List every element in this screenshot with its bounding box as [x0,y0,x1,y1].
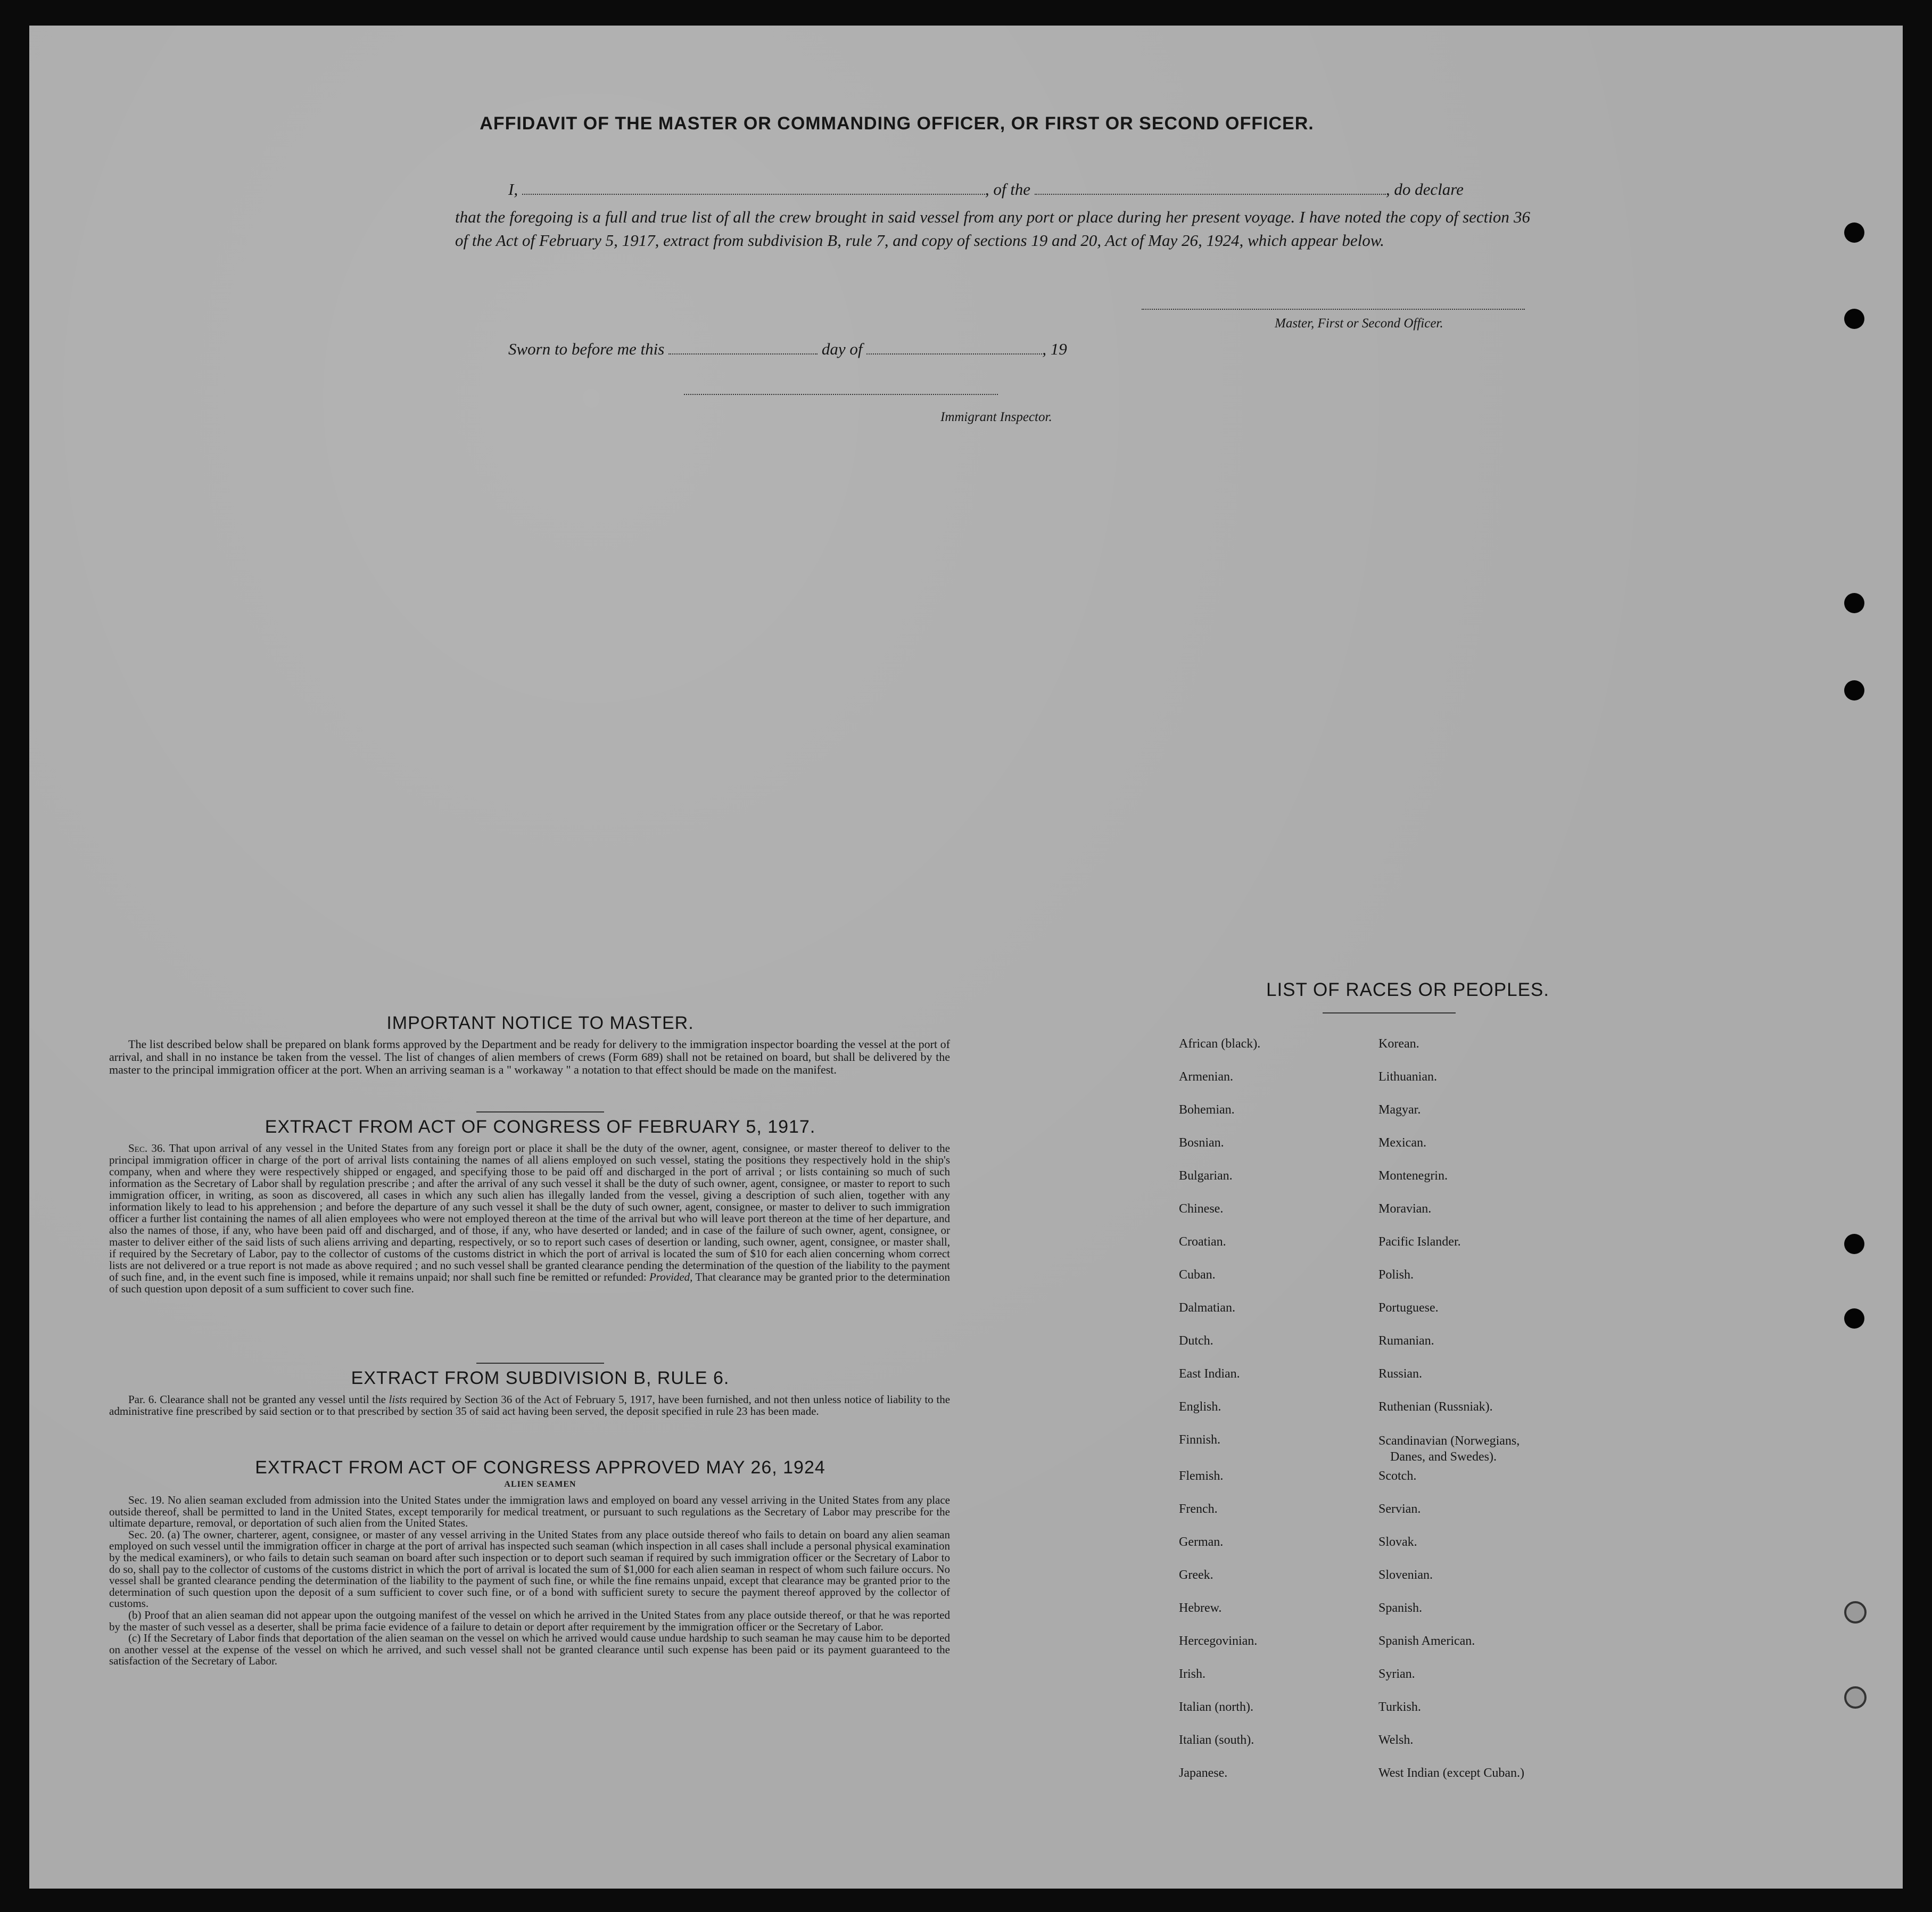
race-item: Cuban. [1179,1268,1216,1282]
punch-hole [1844,1234,1864,1254]
race-item: Bohemian. [1179,1103,1235,1117]
race-item: Dalmatian. [1179,1301,1235,1315]
divider [476,1111,604,1112]
punch-hole [1844,309,1864,329]
sworn-day-label: day of [821,340,863,358]
race-item: Bosnian. [1179,1136,1224,1150]
affidavit-title: AFFIDAVIT OF THE MASTER OR COMMANDING OFFICER, OR FIRST OR SECOND OFFICER. [480,113,1314,134]
rule6-lists-word: lists [389,1393,407,1406]
sec-20b-text: (b) Proof that an alien seaman did not appear upon the outgoing manifest of the vessel on which he arrived in the United States from any place outside thereof, or that he was reported by the master of such vessel as a deserter, shall be prima facie evidence of a failure to detain or deport after requirement by the immigration officer or the Secretary of Labor. [109,1608,950,1633]
race-item: Magyar. [1378,1103,1421,1117]
race-item: French. [1179,1502,1218,1516]
sec-36-text-end: That clearance may be granted prior to the determination of such question upon deposit of a sum sufficient to cover such fine. [109,1271,950,1295]
race-item: Moravian. [1378,1202,1432,1216]
race-item: Flemish. [1179,1469,1224,1483]
race-item: English. [1179,1400,1221,1414]
races-right-column [1378,1037,1655,1825]
race-item: Korean. [1378,1037,1419,1051]
race-item: Montenegrin. [1378,1169,1448,1183]
punch-hole [1844,593,1864,613]
race-item: Rumanian. [1378,1334,1434,1348]
affidavit-declaration-line [508,180,1551,199]
extract-1924-subtitle: ALIEN SEAMEN [504,1480,576,1489]
sec-19-text: Sec. 19. No alien seaman excluded from admission into the United States under the immigration laws and employed on board any vessel arriving in the United States from any place outside thereof, shall be permitted to land in the United States, except temporarily for medical treatment, or pursuant to such regulations as the Secretary of Labor may prescribe for the ultimate departure, removal, or deportation of such alien from the United States. [109,1494,950,1530]
race-item: Greek. [1179,1568,1213,1582]
notice-body [109,1038,950,1076]
race-item: Japanese. [1179,1766,1228,1780]
race-item: Syrian. [1378,1667,1415,1681]
affidavit-body: that the foregoing is a full and true list of all the crew brought in said vessel from any port or place during her present voyage. I have noted the copy of section 36 of the Act of February 5, 1917, extract from subdivision B, rule 7, and copy of sections 19 and 20, Act of May 26, 1924, which appear below. [455,208,1530,250]
bleed-through-text [322,89,329,118]
race-item: Bulgarian. [1179,1169,1233,1183]
provided-word: Provided, [649,1271,693,1283]
affidavit-of-the: , of the [985,180,1031,199]
extract-1924-title: EXTRACT FROM ACT OF CONGRESS APPROVED MAY 26, 1924 [255,1457,825,1478]
sec-36-text: That upon arrival of any vessel in the United States from any foreign port or place it shall be the duty of the owner, agent, consignee, or master thereof to deliver to the principal immigration officer in charge of the port of arrival lists containing the names of all aliens employed on such vessel, stating the positions they respectively hold in the ship's company, when and where they were respectively shipped or engaged, and specifying those to be paid off and discharged in the port of arrival ; or lists containing so much of such information as the Secretary of Labor shall by regulation prescribe ; and after the arrival of any such vessel it shall be the duty of such owner, agent, consignee, or master to report to such immigration officer, in writing, as soon as discovered, all cases in which any such alien has illegally landed from the vessel, giving a description of such alien, together with any information likely to lead to his apprehension ; and before the departure of any such vessel it shall be the duty of such owner, agent, consignee, or master to deliver to such immigration officer a further list containing the names of all alien employees who were not employed thereon at the time of the arrival but who will leave port thereon at the time of her departure, and also the names of those, if any, who have been paid off and discharged, and of those, if any, who have deserted or landed; and in case of the failure of such owner, agent, consignee, or master to deliver either of the said lists of such aliens arriving and departing, respectively, or so to report such cases of desertion or landing, such owner, agent, consignee, or master shall, if required by the Secretary of Labor, pay to the collector of customs of the customs district in which the port of arrival is located the sum of $10 for each alien concerning whom correct lists are not delivered or a true report is not made as above required ; and no such vessel shall be granted clearance pending the determination of the question of the liability to the payment of such fine, and, in the event such fine is imposed, while it remains unpaid; nor shall such fine be remitted or refunded: [109,1142,950,1283]
affidavit-declare: , do declare [1385,180,1464,199]
race-item: Turkish. [1378,1700,1421,1714]
signature-label: Master, First or Second Officer. [1275,316,1443,331]
notice-title: IMPORTANT NOTICE TO MASTER. [386,1013,694,1033]
vessel-name-field[interactable] [1035,193,1386,195]
race-item: Slovenian. [1378,1568,1433,1582]
race-item: Italian (south). [1179,1733,1254,1747]
sec-20a-text: Sec. 20. (a) The owner, charterer, agent, consignee, or master of any vessel arriving in the United States from any place outside thereof who fails to detain on board any alien seaman employed on such vessel until the immigration officer in charge at the port of arrival has inspected such seaman (which inspection in all cases shall include a personal physical examination by the medical examiners), or who fails to detain such seaman on board after such inspection or to deport such seaman if required by such immigration officer or the Secretary of Labor to do so, shall pay to the collector of customs of the customs district in which the port of arrival is located the sum of $1,000 for each alien seaman in respect of whom such failure occurs. No vessel shall be granted clearance pending the determination of the liability to the payment of such fine, or while the fine remains unpaid, except that clearance may be granted prior to the determination of such question upon the deposit of a sum sufficient to cover such fine, or of a bond with sufficient surety to secure the payment thereof approved by the collector of customs. [109,1528,950,1610]
race-item: Portuguese. [1378,1301,1439,1315]
sworn-month-field[interactable] [866,353,1042,355]
race-item: Hercegovinian. [1179,1634,1258,1648]
race-item: Pacific Islander. [1378,1235,1461,1249]
extract-1917-title: EXTRACT FROM ACT OF CONGRESS OF FEBRUARY 5, 1917. [265,1117,816,1137]
race-item: Irish. [1179,1667,1206,1681]
race-item: Scandinavian (Norwegians, [1378,1434,1520,1448]
sworn-year: , 19 [1042,340,1067,358]
race-item: Croatian. [1179,1235,1226,1249]
sworn-prefix: Sworn to before me this [508,340,665,358]
race-item: Spanish. [1378,1601,1423,1615]
races-left-column [1179,1037,1381,1825]
race-item: Russian. [1378,1367,1423,1381]
race-item: Welsh. [1378,1733,1414,1747]
rule6-text-a: Par. 6. Clearance shall not be granted any vessel until the [128,1393,386,1406]
sec-20c-text: (c) If the Secretary of Labor finds that deportation of the alien seaman on the vessel on which he arrived would cause undue hardship to such seaman he may cause him to be deported on another vessel at the expense of the vessel on which he arrived, and such vessel shall not be granted clearance until such expense has been paid or its payment guaranteed to the satisfaction of the Secretary of Labor. [109,1631,950,1668]
punch-hole [1844,222,1864,243]
race-item: Lithuanian. [1378,1070,1437,1084]
sworn-line [508,340,1067,359]
race-item: Servian. [1378,1502,1421,1516]
extract-1924-body [109,1495,950,1667]
notice-text: The list described below shall be prepared on blank forms approved by the Department and be ready for delivery to the immigration inspector boarding the vessel at the port of arrival, and shall in no instance be taken from the vessel. The list of changes of alien members of crews (Form 689) shall not be retained on board, but shall be delivered by the master to the principal immigration officer at the port. When an arriving seaman is a " workaway " a notation to that effect should be made on the manifest. [109,1037,950,1076]
divider [476,1363,604,1364]
races-title: LIST OF RACES OR PEOPLES. [1266,979,1549,1000]
race-item: Danes, and Swedes). [1390,1450,1497,1464]
race-item: African (black). [1179,1037,1261,1051]
master-name-field[interactable] [522,193,985,195]
race-item: Chinese. [1179,1202,1224,1216]
divider [1323,1012,1456,1013]
manifest-sheet [29,26,1903,1889]
punch-hole [1844,1601,1867,1623]
race-item: German. [1179,1535,1224,1549]
punch-hole [1844,680,1864,700]
affidavit-i: I, [508,180,518,199]
race-item: Mexican. [1378,1136,1426,1150]
race-item: Spanish American. [1378,1634,1475,1648]
sec-36-label: Sec. 36. [128,1142,166,1155]
inspector-label: Immigrant Inspector. [940,410,1052,424]
race-item: Ruthenian (Russniak). [1378,1400,1493,1414]
sworn-day-field[interactable] [668,353,818,355]
inspector-signature-line[interactable] [684,393,998,395]
race-item: Italian (north). [1179,1700,1253,1714]
race-item: Scotch. [1378,1469,1417,1483]
signature-line[interactable] [1142,308,1525,310]
race-item: Dutch. [1179,1334,1213,1348]
race-item: West Indian (except Cuban.) [1378,1766,1524,1780]
race-item: Hebrew. [1179,1601,1222,1615]
extract-1917-body [109,1142,950,1295]
race-item: Armenian. [1179,1070,1233,1084]
race-item: Slovak. [1378,1535,1417,1549]
race-item: Finnish. [1179,1433,1221,1447]
rule6-text-b: required by Section 36 of the Act of February 5, 1917, have been furnished, and not then unless notice of liability to the administrative fine prescribed by said section or to that prescribed by section 35 of said act having been served, the deposit specified in rule 23 has been made. [109,1393,951,1417]
race-item: Polish. [1378,1268,1414,1282]
extract-rule6-title: EXTRACT FROM SUBDIVISION B, RULE 6. [351,1368,730,1388]
punch-hole [1844,1308,1864,1329]
race-item: East Indian. [1179,1367,1240,1381]
punch-hole [1844,1686,1867,1709]
extract-rule6-body [109,1394,950,1417]
